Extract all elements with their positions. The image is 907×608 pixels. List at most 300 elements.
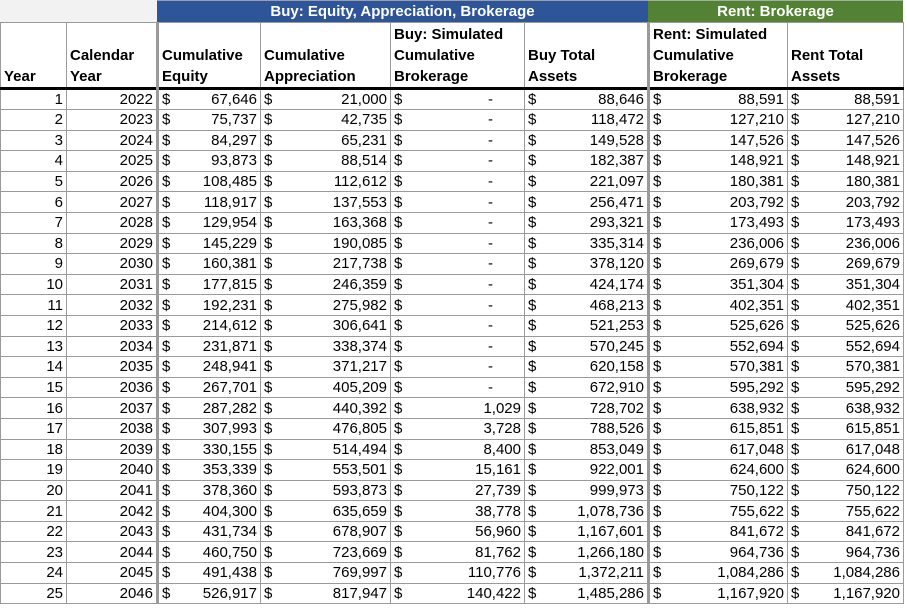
col-rent-brokerage-cell[interactable] — [649, 274, 788, 295]
col-cumulative-appreciation-cell[interactable] — [261, 212, 391, 233]
col-rent-total-assets-cell[interactable] — [788, 501, 904, 522]
col-cumulative-equity-cell[interactable] — [158, 130, 261, 151]
col-year-cell[interactable]: 12 — [1, 315, 67, 336]
col-calendar-year-header[interactable] — [67, 23, 158, 89]
amount: 1,029 — [483, 399, 521, 417]
col-rent-total-assets-cell[interactable] — [788, 521, 904, 542]
col-rent-brokerage-cell[interactable] — [649, 130, 788, 151]
col-buy-brokerage-cell[interactable] — [391, 151, 525, 172]
currency-value — [528, 234, 644, 253]
col-cumulative-equity-cell[interactable] — [158, 418, 261, 439]
dollar-sign: $ — [653, 379, 662, 397]
col-cumulative-equity-cell[interactable] — [158, 212, 261, 233]
col-buy-total-assets-cell[interactable] — [525, 336, 649, 357]
col-buy-total-assets-cell[interactable] — [525, 110, 649, 131]
col-cumulative-equity-cell[interactable] — [158, 460, 261, 481]
col-buy-brokerage-cell[interactable] — [391, 89, 525, 110]
col-rent-brokerage-cell[interactable] — [649, 521, 788, 542]
col-cumulative-appreciation-cell[interactable] — [261, 460, 391, 481]
col-buy-brokerage-cell[interactable] — [391, 212, 525, 233]
dollar-sign: $ — [791, 481, 800, 499]
col-cumulative-equity-cell[interactable] — [158, 357, 261, 378]
col-rent-brokerage-cell[interactable] — [649, 460, 788, 481]
col-buy-brokerage-cell[interactable] — [391, 439, 525, 460]
col-cumulative-equity-cell[interactable] — [158, 151, 261, 172]
col-rent-brokerage-cell[interactable] — [649, 377, 788, 398]
col-rent-total-assets-cell[interactable] — [788, 583, 904, 604]
dollar-sign: $ — [653, 131, 662, 149]
currency-value — [264, 502, 387, 521]
amount: 593,873 — [332, 481, 387, 499]
col-buy-brokerage-header[interactable] — [391, 23, 525, 89]
col-year-cell[interactable]: 7 — [1, 212, 67, 233]
col-cumulative-appreciation-cell[interactable] — [261, 501, 391, 522]
col-year-cell[interactable]: 21 — [1, 501, 67, 522]
dollar-sign: $ — [791, 214, 800, 232]
col-buy-brokerage-cell[interactable] — [391, 418, 525, 439]
currency-value — [264, 90, 387, 109]
header-line: Buy Total — [528, 47, 596, 64]
amount: 173,493 — [845, 214, 900, 232]
col-calendar-year-cell[interactable]: 2036 — [67, 377, 158, 398]
col-buy-total-assets-cell[interactable] — [525, 418, 649, 439]
currency-value — [791, 378, 900, 397]
currency-value — [528, 90, 644, 109]
col-rent-brokerage-cell[interactable] — [649, 336, 788, 357]
col-buy-total-assets-cell[interactable] — [525, 563, 649, 584]
dollar-sign: $ — [264, 420, 273, 438]
col-calendar-year-cell[interactable]: 2029 — [67, 233, 158, 254]
col-rent-brokerage-cell[interactable] — [649, 151, 788, 172]
col-buy-brokerage-cell[interactable] — [391, 583, 525, 604]
currency-value — [653, 110, 784, 129]
col-buy-total-assets-cell[interactable] — [525, 377, 649, 398]
col-buy-brokerage-cell[interactable] — [391, 336, 525, 357]
col-calendar-year-cell[interactable]: 2025 — [67, 151, 158, 172]
col-rent-total-assets-cell[interactable] — [788, 418, 904, 439]
dollar-sign: $ — [528, 379, 537, 397]
dollar-sign: $ — [394, 502, 403, 520]
col-cumulative-equity-cell[interactable] — [158, 583, 261, 604]
col-cumulative-equity-cell[interactable] — [158, 439, 261, 460]
amount: 638,932 — [729, 399, 784, 417]
col-buy-total-assets-cell[interactable] — [525, 398, 649, 419]
col-rent-brokerage-cell[interactable] — [649, 110, 788, 131]
col-cumulative-appreciation-cell[interactable] — [261, 295, 391, 316]
col-cumulative-appreciation-cell[interactable] — [261, 254, 391, 275]
amount: 88,591 — [854, 91, 900, 108]
amount: 750,122 — [729, 481, 784, 499]
col-calendar-year-cell[interactable]: 2046 — [67, 583, 158, 604]
currency-value — [528, 460, 644, 479]
currency-value — [791, 440, 900, 459]
col-buy-brokerage-cell[interactable] — [391, 501, 525, 522]
col-buy-brokerage-cell[interactable] — [391, 521, 525, 542]
amount: 330,155 — [202, 440, 257, 458]
col-rent-total-assets-cell[interactable] — [788, 480, 904, 501]
dollar-sign: $ — [394, 276, 403, 294]
col-calendar-year-cell[interactable]: 2039 — [67, 439, 158, 460]
col-cumulative-appreciation-cell[interactable] — [261, 315, 391, 336]
dollar-sign: $ — [162, 337, 171, 355]
col-cumulative-appreciation-cell[interactable] — [261, 130, 391, 151]
col-cumulative-appreciation-cell[interactable] — [261, 89, 391, 110]
col-cumulative-equity-cell[interactable] — [158, 110, 261, 131]
col-calendar-year-cell[interactable]: 2044 — [67, 542, 158, 563]
dollar-sign: $ — [394, 193, 403, 211]
col-buy-brokerage-cell[interactable] — [391, 480, 525, 501]
dollar-sign: $ — [791, 111, 800, 129]
col-year-cell[interactable]: 10 — [1, 274, 67, 295]
col-year-cell[interactable]: 24 — [1, 563, 67, 584]
col-calendar-year-cell[interactable]: 2027 — [67, 192, 158, 213]
col-year-cell[interactable]: 9 — [1, 254, 67, 275]
col-calendar-year-cell[interactable]: 2023 — [67, 110, 158, 131]
col-year-cell[interactable]: 11 — [1, 295, 67, 316]
col-cumulative-equity-cell[interactable] — [158, 398, 261, 419]
currency-value — [528, 440, 644, 459]
col-year-cell[interactable]: 8 — [1, 233, 67, 254]
currency-value — [653, 522, 784, 541]
col-cumulative-equity-cell[interactable] — [158, 89, 261, 110]
currency-value — [162, 254, 257, 273]
currency-value — [394, 131, 521, 150]
col-cumulative-appreciation-cell[interactable] — [261, 521, 391, 542]
col-rent-total-assets-cell[interactable] — [788, 377, 904, 398]
col-rent-brokerage-cell[interactable] — [649, 315, 788, 336]
col-rent-total-assets-cell[interactable] — [788, 233, 904, 254]
amount: 246,359 — [332, 276, 387, 294]
col-cumulative-appreciation-cell[interactable] — [261, 192, 391, 213]
amount: 84,297 — [211, 131, 257, 149]
col-calendar-year-cell[interactable]: 2028 — [67, 212, 158, 233]
col-rent-brokerage-cell[interactable] — [649, 212, 788, 233]
dollar-sign: $ — [528, 564, 537, 582]
col-rent-total-assets-cell[interactable] — [788, 439, 904, 460]
col-calendar-year-cell[interactable]: 2031 — [67, 274, 158, 295]
dollar-sign: $ — [394, 564, 403, 582]
col-buy-total-assets-cell[interactable] — [525, 89, 649, 110]
col-cumulative-equity-cell[interactable] — [158, 377, 261, 398]
col-rent-brokerage-cell[interactable] — [649, 439, 788, 460]
col-buy-total-assets-header[interactable] — [525, 23, 649, 89]
col-buy-total-assets-cell[interactable] — [525, 212, 649, 233]
col-cumulative-equity-cell[interactable] — [158, 480, 261, 501]
currency-value — [653, 296, 784, 315]
dollar-sign: $ — [264, 502, 273, 520]
currency-value — [162, 131, 257, 150]
amount: 552,694 — [845, 337, 900, 355]
col-buy-brokerage-cell[interactable] — [391, 171, 525, 192]
col-rent-total-assets-cell[interactable] — [788, 151, 904, 172]
col-cumulative-equity-cell[interactable] — [158, 315, 261, 336]
col-buy-brokerage-cell[interactable] — [391, 315, 525, 336]
col-calendar-year-cell[interactable]: 2024 — [67, 130, 158, 151]
dollar-sign: $ — [264, 91, 273, 108]
col-buy-brokerage-cell[interactable] — [391, 110, 525, 131]
col-calendar-year-cell[interactable]: 2035 — [67, 357, 158, 378]
col-cumulative-appreciation-cell[interactable] — [261, 563, 391, 584]
col-buy-total-assets-cell[interactable] — [525, 233, 649, 254]
table-row — [1, 563, 904, 584]
col-rent-total-assets-header[interactable] — [788, 23, 904, 89]
col-cumulative-equity-cell[interactable] — [158, 542, 261, 563]
col-cumulative-equity-header[interactable] — [158, 23, 261, 89]
col-rent-total-assets-cell[interactable] — [788, 460, 904, 481]
col-year-cell[interactable]: 23 — [1, 542, 67, 563]
currency-value — [162, 90, 257, 109]
col-buy-total-assets-cell[interactable] — [525, 130, 649, 151]
col-year-cell[interactable]: 3 — [1, 130, 67, 151]
col-calendar-year-cell[interactable]: 2026 — [67, 171, 158, 192]
col-cumulative-equity-cell[interactable] — [158, 192, 261, 213]
col-buy-total-assets-cell[interactable] — [525, 542, 649, 563]
col-rent-brokerage-cell[interactable] — [649, 398, 788, 419]
col-rent-brokerage-cell[interactable] — [649, 254, 788, 275]
col-year-cell[interactable]: 5 — [1, 171, 67, 192]
col-rent-total-assets-cell[interactable] — [788, 295, 904, 316]
col-rent-total-assets-cell[interactable] — [788, 212, 904, 233]
col-rent-brokerage-cell[interactable] — [649, 542, 788, 563]
col-cumulative-appreciation-cell[interactable] — [261, 439, 391, 460]
col-calendar-year-cell[interactable]: 2042 — [67, 501, 158, 522]
col-buy-total-assets-cell[interactable] — [525, 254, 649, 275]
col-calendar-year-cell[interactable]: 2045 — [67, 563, 158, 584]
col-cumulative-appreciation-cell[interactable] — [261, 357, 391, 378]
amount: 853,049 — [589, 440, 644, 458]
dollar-sign: $ — [162, 131, 171, 149]
amount: 307,993 — [202, 420, 257, 438]
col-rent-total-assets-cell[interactable] — [788, 110, 904, 131]
currency-value — [528, 296, 644, 315]
col-cumulative-equity-cell[interactable] — [158, 171, 261, 192]
col-buy-brokerage-cell[interactable] — [391, 542, 525, 563]
currency-value — [791, 316, 900, 335]
currency-value — [791, 131, 900, 150]
dollar-sign: $ — [653, 337, 662, 355]
col-buy-brokerage-cell[interactable] — [391, 274, 525, 295]
col-cumulative-appreciation-cell[interactable] — [261, 542, 391, 563]
col-year-cell[interactable]: 19 — [1, 460, 67, 481]
currency-value — [162, 460, 257, 479]
col-buy-total-assets-cell[interactable] — [525, 480, 649, 501]
amount: 148,921 — [845, 152, 900, 170]
col-year-cell[interactable]: 16 — [1, 398, 67, 419]
amount: 351,304 — [845, 276, 900, 294]
dollar-sign: $ — [162, 111, 171, 129]
col-cumulative-appreciation-cell[interactable] — [261, 418, 391, 439]
amount: 217,738 — [332, 255, 387, 273]
col-buy-total-assets-cell[interactable] — [525, 501, 649, 522]
amount: 964,736 — [729, 543, 784, 561]
table-row — [1, 171, 904, 192]
col-buy-brokerage-cell[interactable] — [391, 295, 525, 316]
col-cumulative-equity-cell[interactable] — [158, 274, 261, 295]
col-buy-brokerage-cell[interactable] — [391, 357, 525, 378]
currency-value — [264, 275, 387, 294]
col-cumulative-equity-cell[interactable] — [158, 233, 261, 254]
col-rent-brokerage-cell[interactable] — [649, 89, 788, 110]
col-rent-brokerage-cell[interactable] — [649, 295, 788, 316]
col-buy-total-assets-cell[interactable] — [525, 460, 649, 481]
col-rent-total-assets-cell[interactable] — [788, 254, 904, 275]
col-cumulative-appreciation-cell[interactable] — [261, 233, 391, 254]
col-cumulative-appreciation-cell[interactable] — [261, 110, 391, 131]
amount: 269,679 — [845, 255, 900, 273]
amount: 269,679 — [729, 255, 784, 273]
col-year-cell[interactable]: 14 — [1, 357, 67, 378]
col-rent-brokerage-cell[interactable] — [649, 233, 788, 254]
col-calendar-year-cell[interactable]: 2038 — [67, 418, 158, 439]
amount: 371,217 — [332, 358, 387, 376]
col-buy-total-assets-cell[interactable] — [525, 583, 649, 604]
col-year-cell[interactable]: 6 — [1, 192, 67, 213]
col-rent-total-assets-cell[interactable] — [788, 89, 904, 110]
col-buy-total-assets-cell[interactable] — [525, 171, 649, 192]
col-buy-total-assets-cell[interactable] — [525, 274, 649, 295]
col-year-cell[interactable]: 1 — [1, 89, 67, 110]
amount: 8,400 — [483, 440, 521, 458]
col-year-cell[interactable]: 18 — [1, 439, 67, 460]
col-buy-brokerage-cell[interactable] — [391, 130, 525, 151]
col-buy-brokerage-cell[interactable] — [391, 563, 525, 584]
col-buy-brokerage-cell[interactable] — [391, 398, 525, 419]
col-rent-brokerage-cell[interactable] — [649, 171, 788, 192]
col-rent-total-assets-cell[interactable] — [788, 398, 904, 419]
amount: 755,622 — [845, 502, 900, 520]
dollar-sign: $ — [162, 152, 171, 170]
col-year-cell[interactable]: 22 — [1, 521, 67, 542]
col-year-cell[interactable]: 25 — [1, 583, 67, 604]
col-year-cell[interactable]: 4 — [1, 151, 67, 172]
amount: 552,694 — [729, 337, 784, 355]
col-calendar-year-cell[interactable]: 2030 — [67, 254, 158, 275]
amount: 180,381 — [845, 173, 900, 191]
col-buy-total-assets-cell[interactable] — [525, 151, 649, 172]
table-row — [1, 151, 904, 172]
col-year-cell[interactable]: 13 — [1, 336, 67, 357]
amount: - — [488, 234, 493, 252]
col-buy-total-assets-cell[interactable] — [525, 521, 649, 542]
col-buy-brokerage-cell[interactable] — [391, 254, 525, 275]
col-year-cell[interactable]: 20 — [1, 480, 67, 501]
col-rent-total-assets-cell[interactable] — [788, 274, 904, 295]
dollar-sign: $ — [264, 214, 273, 232]
col-rent-brokerage-cell[interactable] — [649, 563, 788, 584]
col-cumulative-appreciation-cell[interactable] — [261, 274, 391, 295]
col-calendar-year-cell[interactable]: 2041 — [67, 480, 158, 501]
col-buy-total-assets-cell[interactable] — [525, 439, 649, 460]
currency-value — [791, 584, 900, 603]
amount: 256,471 — [589, 193, 644, 211]
currency-value — [394, 254, 521, 273]
col-cumulative-appreciation-cell[interactable] — [261, 171, 391, 192]
col-rent-total-assets-cell[interactable] — [788, 357, 904, 378]
col-rent-brokerage-cell[interactable] — [649, 480, 788, 501]
col-rent-brokerage-cell[interactable] — [649, 501, 788, 522]
amount: 88,591 — [738, 91, 784, 108]
col-buy-brokerage-cell[interactable] — [391, 460, 525, 481]
amount: 1,084,286 — [833, 564, 900, 582]
col-year-cell[interactable]: 15 — [1, 377, 67, 398]
col-rent-total-assets-cell[interactable] — [788, 192, 904, 213]
currency-value — [528, 213, 644, 232]
col-rent-brokerage-cell[interactable] — [649, 192, 788, 213]
col-rent-brokerage-cell[interactable] — [649, 583, 788, 604]
col-rent-brokerage-header[interactable] — [649, 23, 788, 89]
currency-value — [653, 151, 784, 170]
col-calendar-year-cell[interactable]: 2037 — [67, 398, 158, 419]
dollar-sign: $ — [791, 502, 800, 520]
col-rent-total-assets-cell[interactable] — [788, 130, 904, 151]
col-cumulative-equity-cell[interactable] — [158, 295, 261, 316]
dollar-sign: $ — [394, 234, 403, 252]
col-rent-total-assets-cell[interactable] — [788, 171, 904, 192]
col-buy-brokerage-cell[interactable] — [391, 192, 525, 213]
col-buy-total-assets-cell[interactable] — [525, 192, 649, 213]
dollar-sign: $ — [791, 337, 800, 355]
col-rent-brokerage-cell[interactable] — [649, 357, 788, 378]
col-buy-total-assets-cell[interactable] — [525, 315, 649, 336]
col-calendar-year-cell[interactable]: 2034 — [67, 336, 158, 357]
col-rent-brokerage-cell[interactable] — [649, 418, 788, 439]
col-cumulative-equity-cell[interactable] — [158, 501, 261, 522]
col-calendar-year-cell[interactable]: 2043 — [67, 521, 158, 542]
col-rent-total-assets-cell[interactable] — [788, 336, 904, 357]
dollar-sign: $ — [264, 193, 273, 211]
col-year-cell[interactable]: 17 — [1, 418, 67, 439]
currency-value — [394, 275, 521, 294]
col-cumulative-appreciation-cell[interactable] — [261, 480, 391, 501]
col-rent-total-assets-cell[interactable] — [788, 315, 904, 336]
assets-table — [0, 22, 904, 604]
col-buy-total-assets-cell[interactable] — [525, 357, 649, 378]
currency-value — [264, 172, 387, 191]
col-year-cell[interactable]: 2 — [1, 110, 67, 131]
col-cumulative-appreciation-cell[interactable] — [261, 336, 391, 357]
col-buy-total-assets-cell[interactable] — [525, 295, 649, 316]
col-buy-brokerage-cell[interactable] — [391, 377, 525, 398]
col-calendar-year-cell[interactable]: 2032 — [67, 295, 158, 316]
col-buy-brokerage-cell[interactable] — [391, 233, 525, 254]
col-rent-total-assets-cell[interactable] — [788, 542, 904, 563]
col-cumulative-appreciation-cell[interactable] — [261, 583, 391, 604]
col-cumulative-equity-cell[interactable] — [158, 254, 261, 275]
col-cumulative-appreciation-cell[interactable] — [261, 398, 391, 419]
col-calendar-year-cell[interactable]: 2033 — [67, 315, 158, 336]
table-row — [1, 110, 904, 131]
col-cumulative-equity-cell[interactable] — [158, 563, 261, 584]
amount: 1,084,286 — [717, 564, 784, 582]
col-year-header[interactable] — [1, 23, 67, 89]
amount: 615,851 — [729, 420, 784, 438]
col-cumulative-appreciation-header[interactable] — [261, 23, 391, 89]
col-cumulative-appreciation-cell[interactable] — [261, 151, 391, 172]
table-row — [1, 542, 904, 563]
col-cumulative-equity-cell[interactable] — [158, 521, 261, 542]
amount: 112,612 — [333, 173, 387, 191]
amount: 615,851 — [845, 420, 900, 438]
currency-value — [791, 399, 900, 418]
col-cumulative-appreciation-cell[interactable] — [261, 377, 391, 398]
amount: 129,954 — [202, 214, 257, 232]
currency-value — [653, 357, 784, 376]
col-rent-total-assets-cell[interactable] — [788, 563, 904, 584]
col-cumulative-equity-cell[interactable] — [158, 336, 261, 357]
col-calendar-year-cell[interactable]: 2022 — [67, 89, 158, 110]
dollar-sign: $ — [653, 481, 662, 499]
col-calendar-year-cell[interactable]: 2040 — [67, 460, 158, 481]
